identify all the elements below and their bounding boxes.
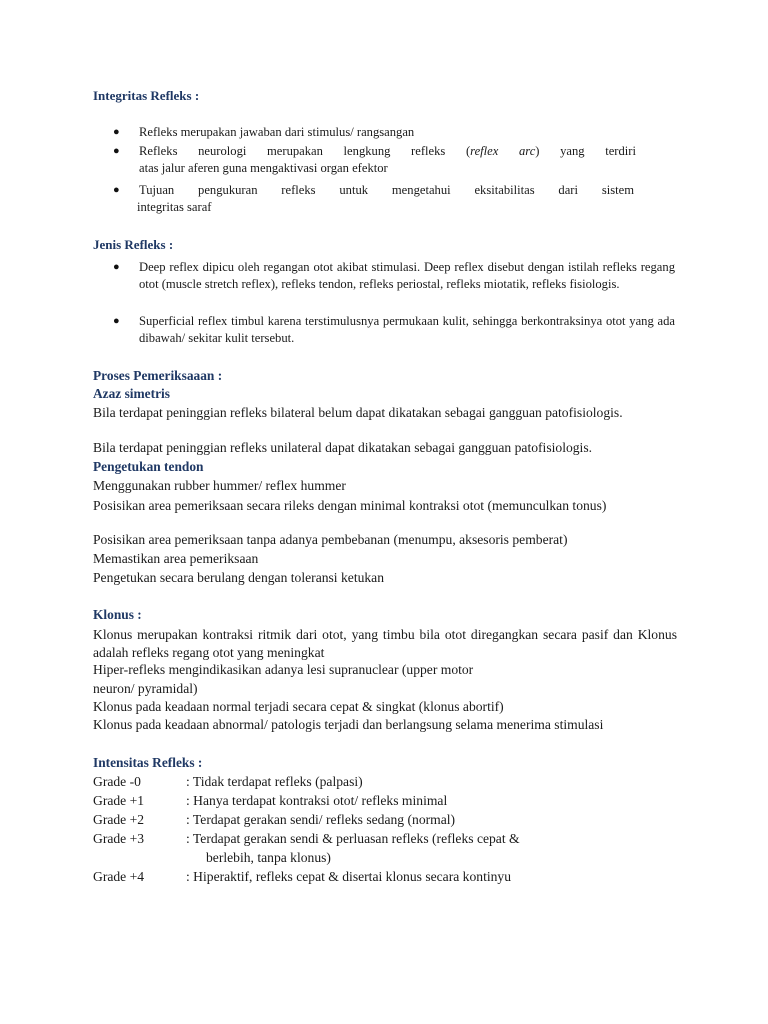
grade-description: : Hanya terdapat kontraksi otot/ refleks minimal	[186, 793, 448, 808]
paragraph: Klonus merupakan kontraksi ritmik dari otot, yang timbu bila otot diregangkan secara pasif dan Klonus adalah refleks regang otot yang meningkat	[93, 627, 677, 660]
heading-proses-pemeriksaan: Proses Pemeriksaaan :	[93, 368, 223, 383]
list-item	[139, 182, 634, 216]
bullet-icon: ●	[113, 145, 120, 157]
grade-description: : Terdapat gerakan sendi & perluasan refleks (refleks cepat &	[186, 831, 520, 846]
paragraph: neuron/ pyramidal)	[93, 681, 198, 696]
grade-label: Grade -0	[93, 774, 141, 789]
grade-label: Grade +2	[93, 812, 145, 827]
grade-label: Grade +3	[93, 831, 145, 846]
paragraph: Pengetukan secara berulang dengan toleransi ketukan	[93, 570, 385, 585]
list-item: Refleks merupakan jawaban dari stimulus/ rangsangan	[139, 125, 415, 139]
bullet-icon: ●	[113, 315, 120, 327]
bullet-icon: ●	[113, 126, 120, 138]
heading-intensitas-refleks: Intensitas Refleks :	[93, 755, 203, 770]
bullet-icon: ●	[113, 261, 120, 273]
paragraph: Posisikan area pemeriksaan secara rileks dengan minimal kontraksi otot (memunculkan tonus)	[93, 498, 607, 513]
list-item-line: integritas saraf	[137, 200, 212, 214]
heading-integritas-refleks: Integritas Refleks :	[93, 88, 200, 103]
heading-jenis-refleks: Jenis Refleks :	[93, 237, 174, 252]
list-item-line: Tujuan pengukuran refleks untuk mengetahui eksitabilitas dari sistem	[139, 183, 634, 197]
paragraph: Bila terdapat peninggian refleks bilateral belum dapat dikatakan sebagai gangguan patofisiologis.	[93, 405, 623, 420]
list-item	[139, 143, 636, 177]
subheading-azaz-simetris: Azaz simetris	[93, 386, 170, 401]
subheading-pengetukan-tendon: Pengetukan tendon	[93, 459, 204, 474]
list-item: Deep reflex dipicu oleh regangan otot akibat stimulasi. Deep reflex disebut dengan istilah refleks regang otot (muscle stretch reflex), refleks tendon, refleks periostal, refleks miotatik, refleks fisiologis.	[139, 260, 675, 291]
grade-label: Grade +4	[93, 869, 145, 884]
paragraph: Posisikan area pemeriksaan tanpa adanya pembebanan (menumpu, aksesoris pemberat)	[93, 532, 568, 547]
heading-klonus: Klonus :	[93, 607, 142, 622]
paragraph: Hiper-refleks mengindikasikan adanya lesi supranuclear (upper motor	[93, 662, 474, 677]
grade-description-continuation: berlebih, tanpa klonus)	[206, 850, 331, 865]
grade-description: : Terdapat gerakan sendi/ refleks sedang (normal)	[186, 812, 456, 827]
list-item-line: atas jalur aferen guna mengaktivasi organ efektor	[139, 161, 388, 175]
bullet-icon: ●	[113, 184, 120, 196]
grade-description: : Tidak terdapat refleks (palpasi)	[186, 774, 363, 789]
grade-description: : Hiperaktif, refleks cepat & disertai klonus secara kontinyu	[186, 869, 512, 884]
paragraph: Klonus pada keadaan abnormal/ patologis terjadi dan berlangsung selama menerima stimulasi	[93, 717, 604, 732]
paragraph: Bila terdapat peninggian refleks unilateral dapat dikatakan sebagai gangguan patofisiologis.	[93, 440, 593, 455]
list-item-line: Refleks neurologi merupakan lengkung refleks (reflex arc) yang terdiri	[139, 144, 636, 158]
paragraph: Menggunakan rubber hummer/ reflex hummer	[93, 478, 346, 493]
paragraph: Klonus pada keadaan normal terjadi secara cepat & singkat (klonus abortif)	[93, 699, 504, 714]
grade-label: Grade +1	[93, 793, 145, 808]
paragraph: Memastikan area pemeriksaan	[93, 551, 259, 566]
list-item: Superficial reflex timbul karena terstimulusnya permukaan kulit, sehingga berkontraksinya otot yang ada dibawah/ sekitar kulit tersebut.	[139, 314, 675, 345]
